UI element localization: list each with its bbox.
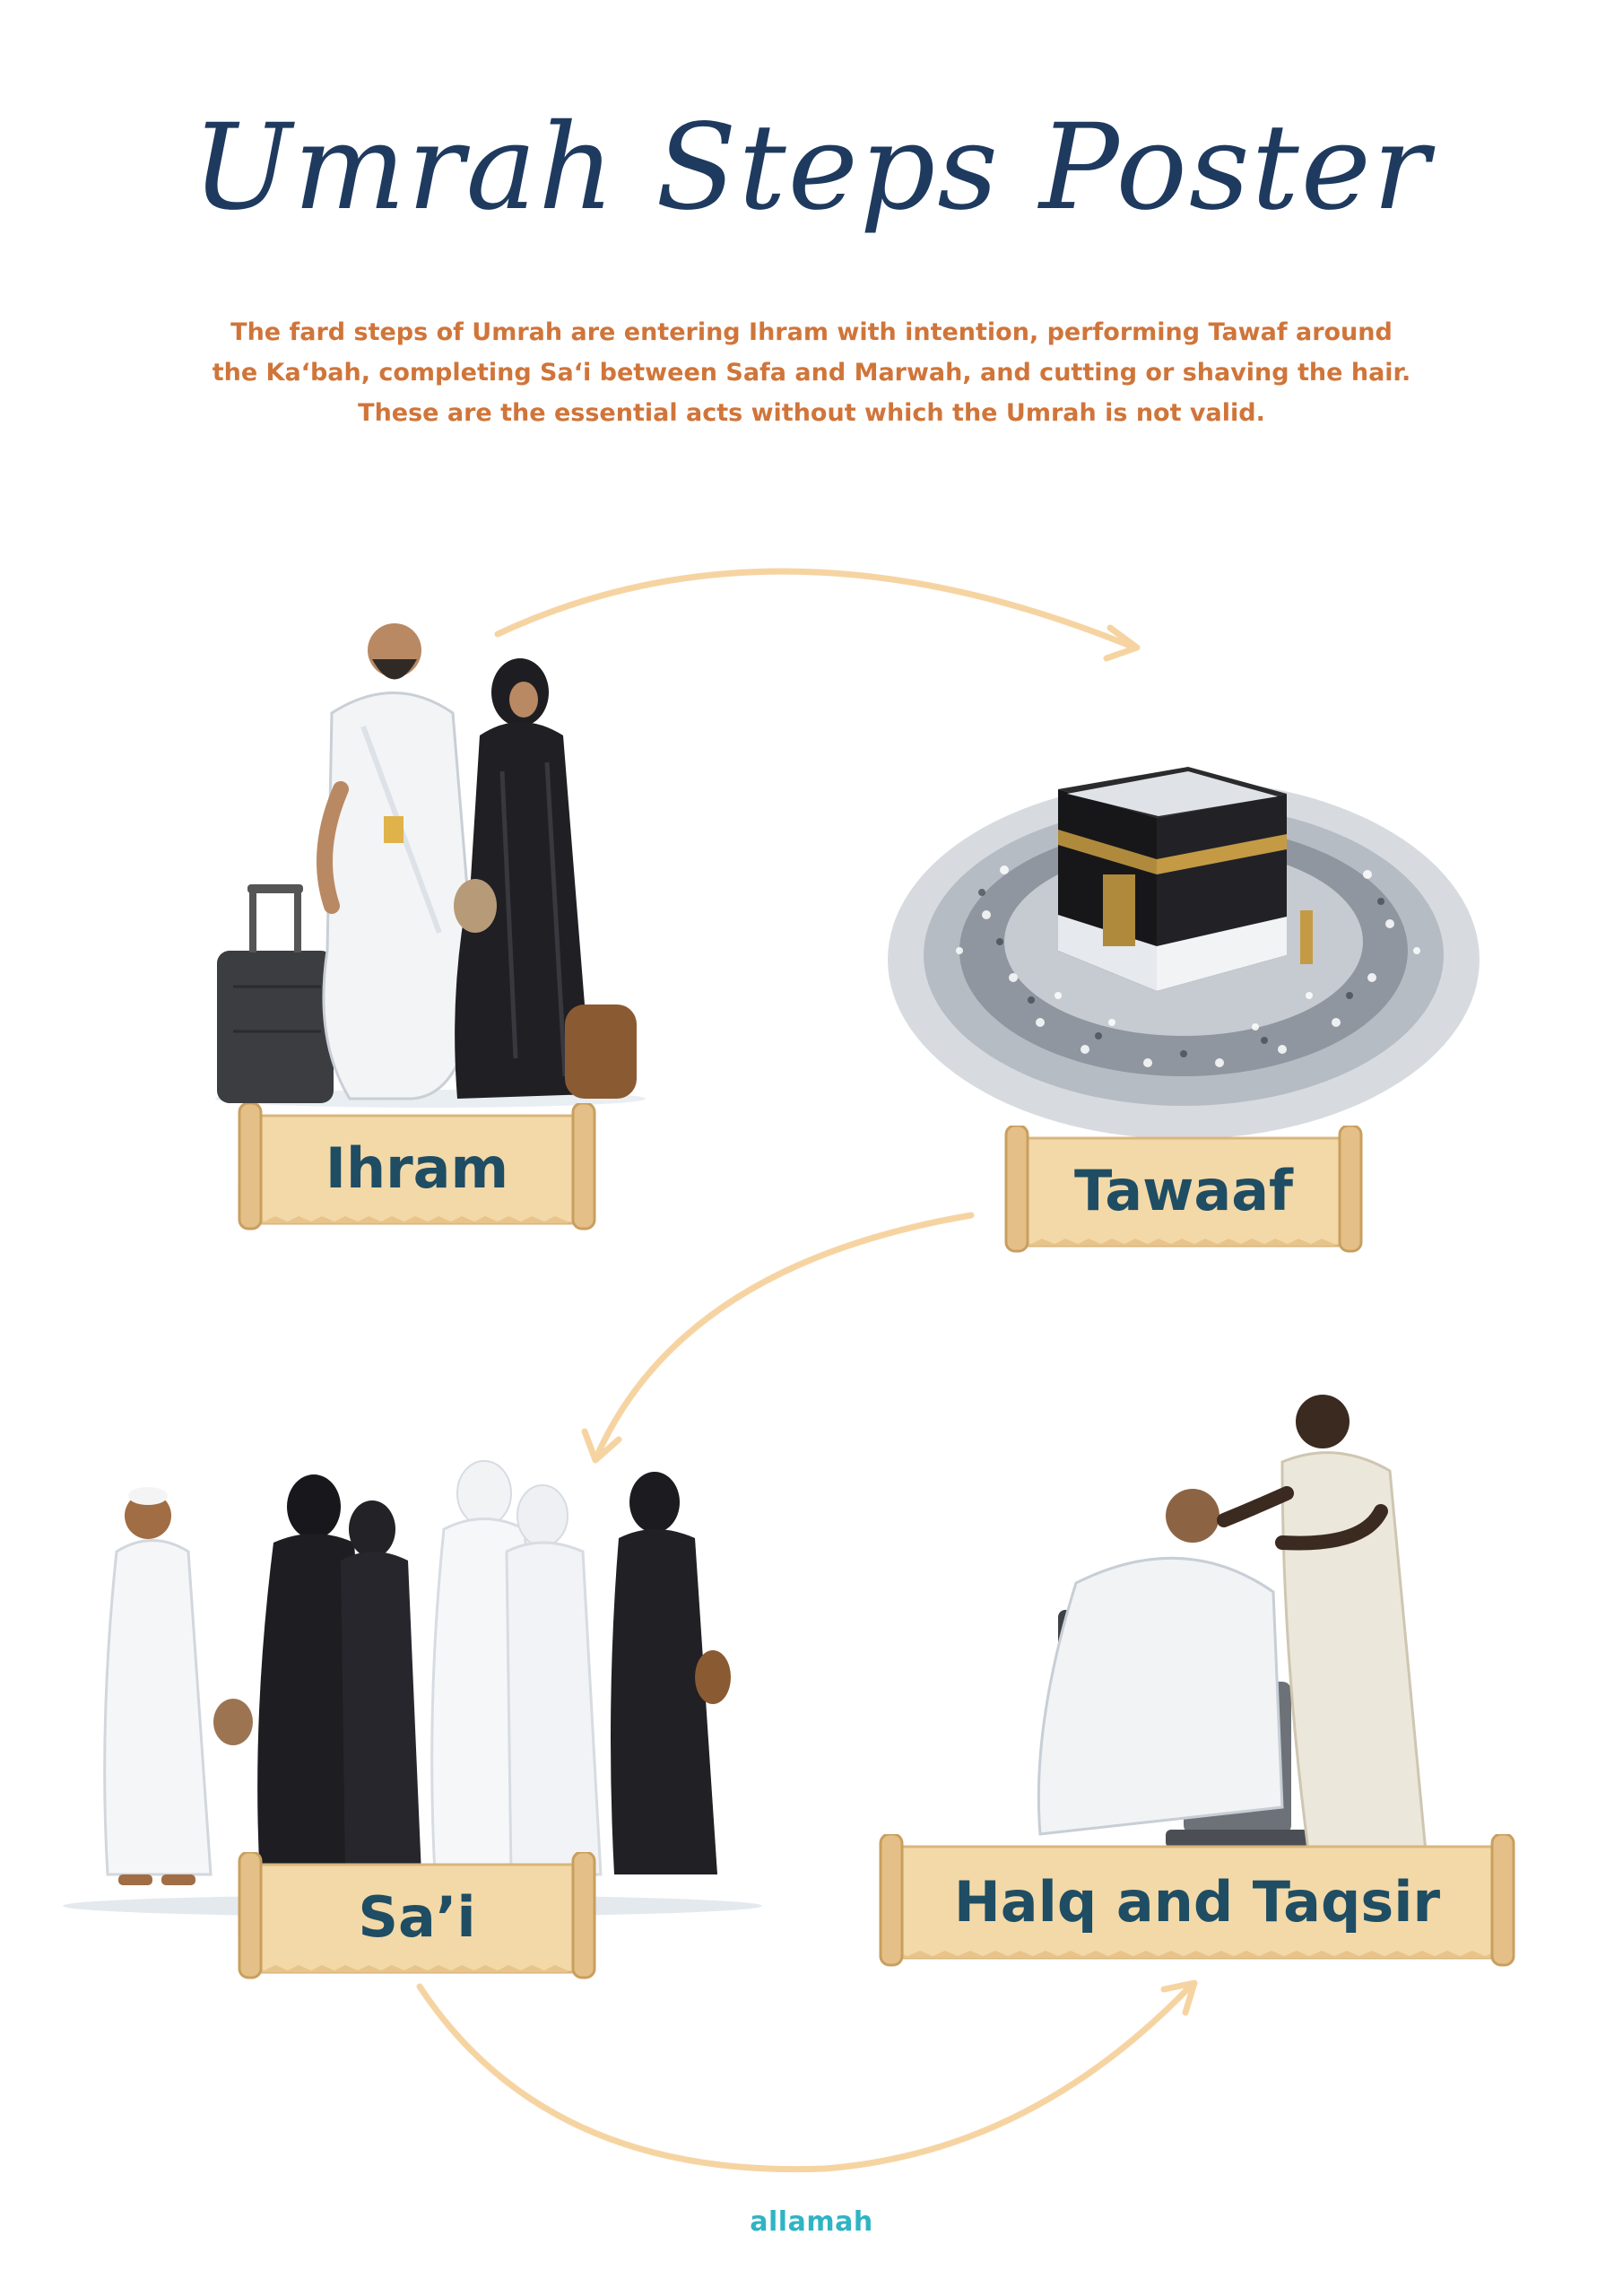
ihram-illustration bbox=[206, 610, 655, 1112]
step-banner-halq bbox=[879, 1834, 1515, 1969]
poster-title: Umrah Steps Poster bbox=[192, 99, 1431, 237]
tawaaf-illustration bbox=[879, 682, 1488, 1166]
step-label-ihram: Ihram bbox=[325, 1135, 509, 1201]
intro-line: These are the essential acts without which the Umrah is not valid. bbox=[358, 399, 1265, 427]
step-banner-ihram bbox=[238, 1103, 596, 1233]
intro-line: the Ka‘bah, completing Sa‘i between Safa and Marwah, and cutting or shaving the hair. bbox=[212, 359, 1411, 387]
arrow-tawaaf-to-sai bbox=[596, 1215, 971, 1457]
allamah-logo: allamah bbox=[750, 2206, 873, 2238]
halq-illustration bbox=[986, 1386, 1488, 1870]
step-banner-sai bbox=[238, 1852, 596, 1982]
step-label-halq: Halq and Taqsir bbox=[953, 1868, 1441, 1935]
sai-illustration bbox=[54, 1453, 771, 1919]
step-banner-tawaaf bbox=[1004, 1126, 1363, 1256]
step-label-sai: Sa’i bbox=[358, 1884, 476, 1950]
step-label-tawaaf: Tawaaf bbox=[1073, 1158, 1294, 1223]
intro-line: The fard steps of Umrah are entering Ihram with intention, performing Tawaf around bbox=[230, 318, 1393, 346]
arrow-sai-to-halq bbox=[420, 1984, 1193, 2170]
